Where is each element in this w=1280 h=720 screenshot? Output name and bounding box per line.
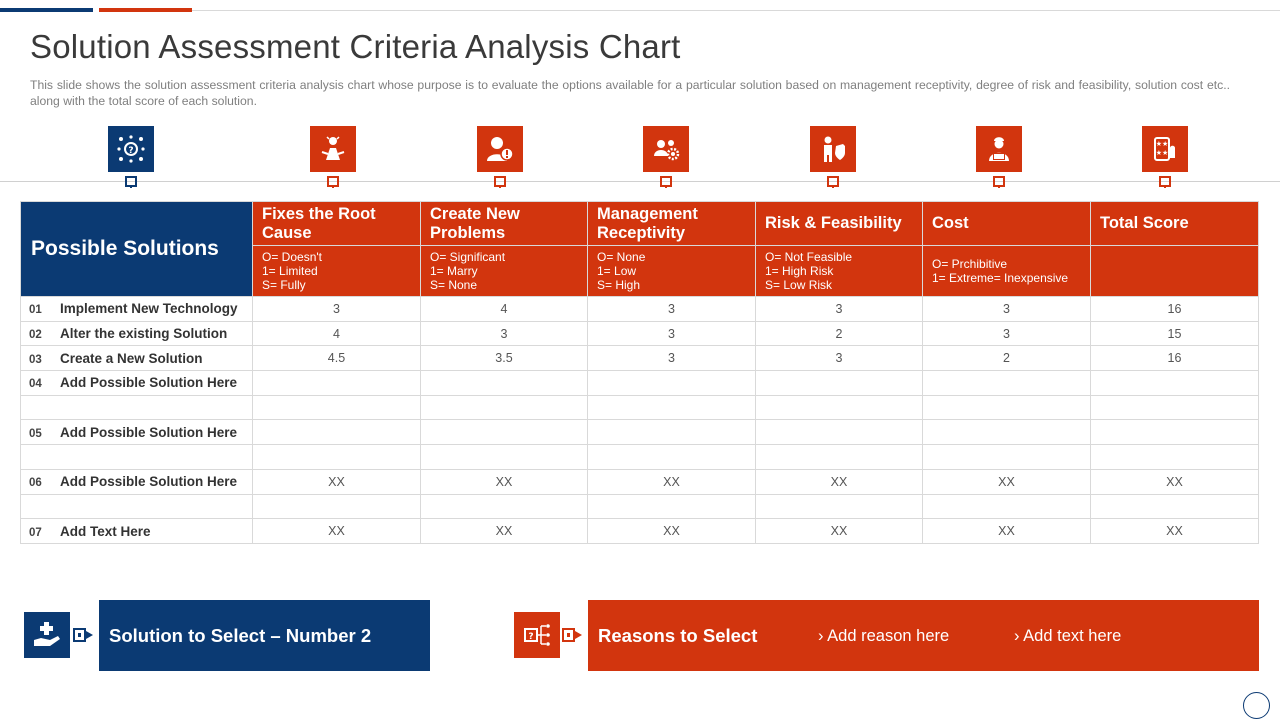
score-cell bbox=[253, 395, 421, 420]
criteria-legend: O= Doesn't 1= Limited S= Fully bbox=[253, 246, 421, 297]
svg-text:?: ? bbox=[128, 146, 134, 156]
score-cell: XX bbox=[756, 469, 923, 494]
score-cell: 3 bbox=[588, 321, 756, 346]
table-row bbox=[21, 371, 1259, 396]
reasons-title: Reasons to Select bbox=[598, 625, 758, 646]
row-number: 03 bbox=[29, 353, 42, 366]
pin-icon bbox=[660, 176, 672, 188]
solution-label: Add Possible Solution Here bbox=[60, 424, 238, 440]
solution-label: Create a New Solution bbox=[60, 350, 203, 366]
row-number: 04 bbox=[29, 378, 42, 391]
table-row bbox=[21, 420, 1259, 445]
rating-list-icon-wrap bbox=[1142, 126, 1188, 172]
idea-person-icon-wrap bbox=[310, 126, 356, 172]
score-cell: XX bbox=[1091, 519, 1259, 544]
idea-person-icon bbox=[310, 126, 356, 172]
solution-name-cell bbox=[21, 519, 253, 544]
reason-item: › Add text here bbox=[1014, 627, 1122, 645]
reasons-to-select-box bbox=[588, 600, 1259, 671]
score-cell bbox=[1091, 445, 1259, 470]
score-cell: 3 bbox=[588, 297, 756, 322]
solution-name-cell bbox=[21, 445, 253, 470]
accent-bar-blue bbox=[0, 8, 93, 12]
row-number: 05 bbox=[29, 427, 42, 440]
score-cell: 3 bbox=[756, 346, 923, 371]
score-cell bbox=[756, 395, 923, 420]
score-cell bbox=[253, 420, 421, 445]
row-number: 01 bbox=[29, 304, 42, 317]
score-cell bbox=[253, 445, 421, 470]
pin-icon bbox=[1159, 176, 1171, 188]
score-cell: 3 bbox=[253, 297, 421, 322]
solution-name-cell bbox=[21, 469, 253, 494]
score-cell bbox=[1091, 494, 1259, 519]
score-cell bbox=[421, 395, 588, 420]
score-cell bbox=[588, 420, 756, 445]
score-cell: XX bbox=[923, 469, 1091, 494]
score-cell bbox=[421, 371, 588, 396]
solution-label: Implement New Technology bbox=[60, 301, 238, 317]
score-cell: 15 bbox=[1091, 321, 1259, 346]
accent-bar-red bbox=[99, 8, 192, 12]
worker-money-icon bbox=[976, 126, 1022, 172]
score-cell bbox=[923, 494, 1091, 519]
table-row bbox=[21, 395, 1259, 420]
question-network-icon bbox=[108, 126, 154, 172]
score-cell bbox=[1091, 395, 1259, 420]
score-cell: 16 bbox=[1091, 346, 1259, 371]
page-title: Solution Assessment Criteria Analysis Chart bbox=[30, 28, 681, 65]
pin-icon bbox=[125, 176, 137, 188]
score-cell bbox=[923, 371, 1091, 396]
score-cell: 3 bbox=[588, 346, 756, 371]
score-cell bbox=[756, 371, 923, 396]
criteria-header: Risk & Feasibility bbox=[756, 202, 923, 246]
score-cell bbox=[756, 445, 923, 470]
svg-text:★★: ★★ bbox=[1155, 149, 1169, 157]
connector-icon bbox=[562, 628, 582, 642]
criteria-header: Fixes the Root Cause bbox=[253, 202, 421, 246]
score-cell: 2 bbox=[756, 321, 923, 346]
score-cell: XX bbox=[253, 519, 421, 544]
solution-name-cell bbox=[21, 346, 253, 371]
table-row bbox=[21, 469, 1259, 494]
table-row bbox=[21, 494, 1259, 519]
connector-icon bbox=[73, 628, 93, 642]
score-cell bbox=[1091, 371, 1259, 396]
criteria-header: Cost bbox=[923, 202, 1091, 246]
pin-icon bbox=[993, 176, 1005, 188]
user-alert-icon-wrap bbox=[477, 126, 523, 172]
person-shield-icon bbox=[810, 126, 856, 172]
page-subtitle: This slide shows the solution assessment criteria analysis chart whose purpose is to evaluate the options available for a particular solution based on management receptivity, degree of risk and feasibility, solution cost etc.. along with the total score of each solution. bbox=[30, 78, 1230, 108]
score-cell bbox=[421, 494, 588, 519]
score-cell: 3 bbox=[923, 297, 1091, 322]
solution-name-cell bbox=[21, 420, 253, 445]
score-cell: XX bbox=[1091, 469, 1259, 494]
solution-label: Add Text Here bbox=[60, 523, 151, 539]
score-cell bbox=[253, 371, 421, 396]
criteria-header-row bbox=[21, 202, 1259, 246]
reason-item: › Add reason here bbox=[818, 627, 950, 645]
svg-text:?: ? bbox=[528, 632, 534, 642]
score-cell bbox=[923, 420, 1091, 445]
question-network-icon-wrap bbox=[108, 126, 154, 172]
score-cell bbox=[588, 371, 756, 396]
score-cell bbox=[1091, 420, 1259, 445]
possible-solutions-header: Possible Solutions bbox=[21, 202, 253, 297]
score-cell: XX bbox=[421, 519, 588, 544]
hand-medical-icon bbox=[24, 612, 70, 658]
score-cell bbox=[421, 445, 588, 470]
criteria-legend: O= None 1= Low S= High bbox=[588, 246, 756, 297]
solution-label: Add Possible Solution Here bbox=[60, 375, 238, 391]
score-cell bbox=[588, 445, 756, 470]
criteria-legend: O= Significant 1= Marry S= None bbox=[421, 246, 588, 297]
score-cell bbox=[756, 494, 923, 519]
row-number: 06 bbox=[29, 477, 42, 490]
score-cell: 3.5 bbox=[421, 346, 588, 371]
score-cell bbox=[588, 494, 756, 519]
solution-to-select-box: Solution to Select – Number 2 bbox=[99, 600, 430, 671]
score-cell: 2 bbox=[923, 346, 1091, 371]
table-row bbox=[21, 445, 1259, 470]
score-cell: 3 bbox=[923, 321, 1091, 346]
corner-circle bbox=[1243, 692, 1270, 719]
solution-name-cell bbox=[21, 395, 253, 420]
assessment-table bbox=[20, 201, 1259, 544]
criteria-header: Management Receptivity bbox=[588, 202, 756, 246]
criteria-legend bbox=[1091, 246, 1259, 297]
score-cell bbox=[923, 395, 1091, 420]
score-cell: XX bbox=[756, 519, 923, 544]
solution-name-cell bbox=[21, 494, 253, 519]
solution-name-cell bbox=[21, 321, 253, 346]
score-cell bbox=[588, 395, 756, 420]
solution-name-cell bbox=[21, 297, 253, 322]
table-body bbox=[21, 297, 1259, 544]
score-cell: 16 bbox=[1091, 297, 1259, 322]
top-divider bbox=[192, 10, 1280, 11]
score-cell: 4 bbox=[253, 321, 421, 346]
criteria-header: Create New Problems bbox=[421, 202, 588, 246]
pin-icon bbox=[327, 176, 339, 188]
team-gear-icon-wrap bbox=[643, 126, 689, 172]
score-cell bbox=[923, 445, 1091, 470]
pin-icon bbox=[827, 176, 839, 188]
table-row bbox=[21, 321, 1259, 346]
score-cell: XX bbox=[253, 469, 421, 494]
score-cell: XX bbox=[588, 469, 756, 494]
question-flow-icon bbox=[514, 612, 560, 658]
criteria-header: Total Score bbox=[1091, 202, 1259, 246]
criteria-legend: O= Prchibitive 1= Extreme= Inexpensive bbox=[923, 246, 1091, 297]
rating-list-icon bbox=[1142, 126, 1188, 172]
svg-text:★★: ★★ bbox=[1155, 140, 1169, 148]
solution-label: Alter the existing Solution bbox=[60, 326, 228, 342]
score-cell: XX bbox=[421, 469, 588, 494]
score-cell: 3 bbox=[421, 321, 588, 346]
solution-name-cell bbox=[21, 371, 253, 396]
solution-label: Add Possible Solution Here bbox=[60, 474, 238, 490]
row-number: 02 bbox=[29, 329, 42, 342]
score-cell bbox=[756, 420, 923, 445]
table-row bbox=[21, 346, 1259, 371]
team-gear-icon bbox=[643, 126, 689, 172]
score-cell: XX bbox=[588, 519, 756, 544]
score-cell bbox=[253, 494, 421, 519]
pin-icon bbox=[494, 176, 506, 188]
table-row bbox=[21, 297, 1259, 322]
person-shield-icon-wrap bbox=[810, 126, 856, 172]
icon-divider bbox=[0, 181, 1280, 182]
worker-money-icon-wrap bbox=[976, 126, 1022, 172]
score-cell bbox=[421, 420, 588, 445]
score-cell: 4.5 bbox=[253, 346, 421, 371]
criteria-legend: O= Not Feasible 1= High Risk S= Low Risk bbox=[756, 246, 923, 297]
row-number: 07 bbox=[29, 526, 42, 539]
table-row bbox=[21, 519, 1259, 544]
user-alert-icon bbox=[477, 126, 523, 172]
score-cell: 3 bbox=[756, 297, 923, 322]
score-cell: XX bbox=[923, 519, 1091, 544]
score-cell: 4 bbox=[421, 297, 588, 322]
